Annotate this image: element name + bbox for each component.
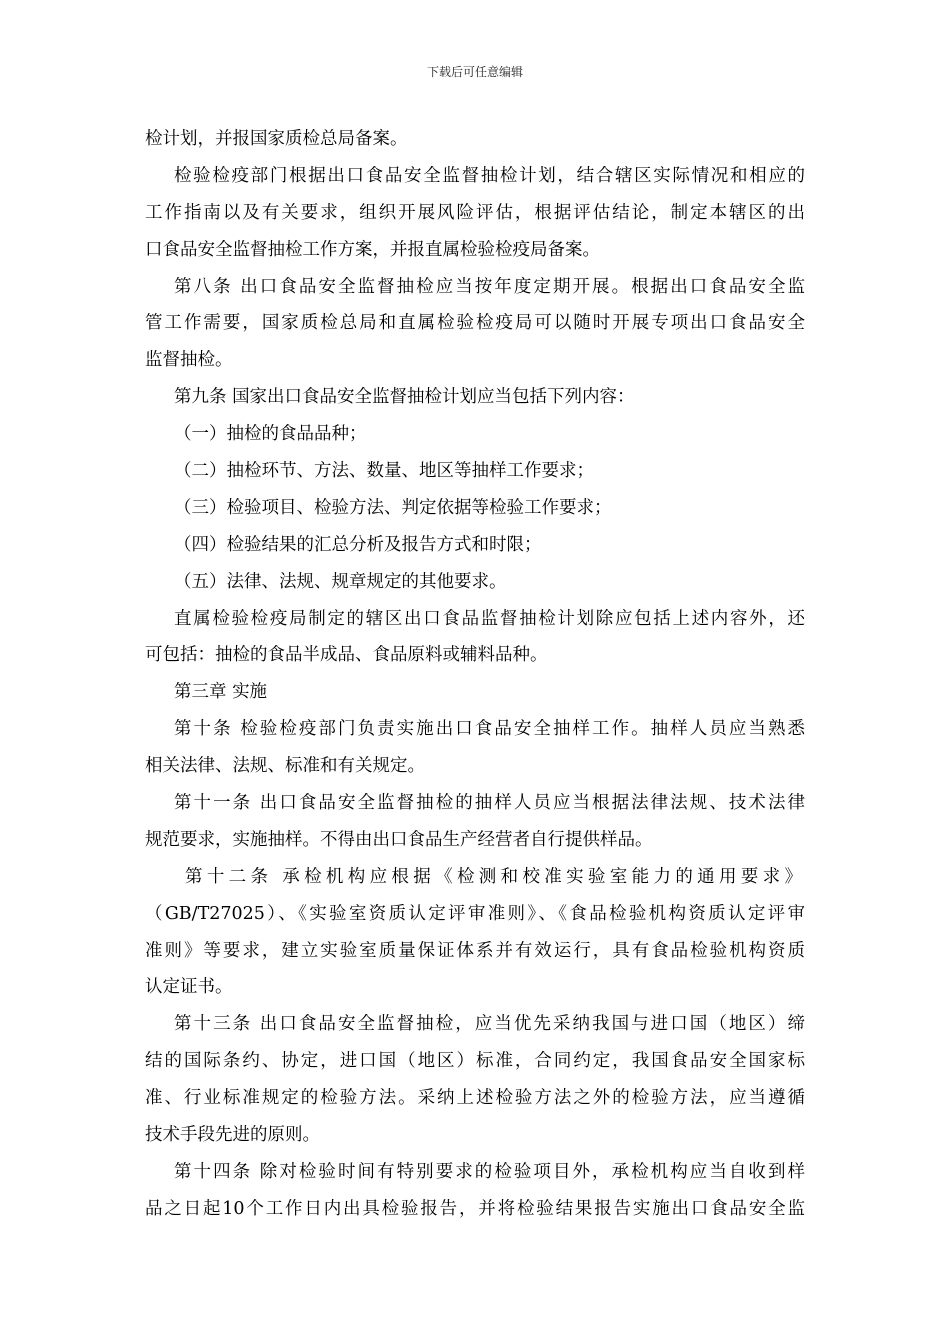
text-line: 直属检验检疫局制定的辖区出口食品监督抽检计划除应包括上述内容外，还 (174, 608, 805, 629)
text-line: 第十一条 出口食品安全监督抽检的抽样人员应当根据法律法规、技术法律 (174, 793, 805, 814)
text-line: 第十四条 除对检验时间有特别要求的检验项目外，承检机构应当自收到样 (174, 1161, 805, 1182)
text-line: 第八条 出口食品安全监督抽检应当按年度定期开展。根据出口食品安全监 (174, 276, 805, 297)
text-line: 品之日起10个工作日内出具检验报告，并将检验结果报告实施出口食品安全监 (145, 1198, 805, 1219)
text-line: 监督抽检。 (145, 350, 233, 371)
list-item: （二）抽检环节、方法、数量、地区等抽样工作要求； (174, 461, 594, 482)
text-line: 准、行业标准规定的检验方法。采纳上述检验方法之外的检验方法，应当遵循 (145, 1088, 805, 1109)
text-line: 规范要求，实施抽样。不得由出口食品生产经营者自行提供样品。 (145, 829, 653, 850)
page-header: 下载后可任意编辑 (426, 65, 523, 79)
text-line: 工作指南以及有关要求，组织开展风险评估，根据评估结论，制定本辖区的出 (145, 202, 805, 223)
text-line: 第十三条 出口食品安全监督抽检，应当优先采纳我国与进口国（地区）缔 (174, 1014, 805, 1035)
text-line: 技术手段先进的原则。 (145, 1125, 320, 1146)
text-line: 第九条 国家出口食品安全监督抽检计划应当包括下列内容： (174, 387, 635, 408)
text-line: 检计划，并报国家质检总局备案。 (145, 129, 408, 149)
chapter-heading: 第三章 实施 (174, 682, 268, 703)
text-line: 结的国际条约、协定，进口国（地区）标准，合同约定，我国食品安全国家标 (145, 1051, 805, 1072)
document-body (145, 121, 805, 1228)
text-line: 第十条 检验检疫部门负责实施出口食品安全抽样工作。抽样人员应当熟悉 (174, 719, 805, 740)
list-item: （一）抽检的食品品种； (174, 424, 367, 445)
text-line: 第十二条 承检机构应根据《检测和校准实验室能力的通用要求》 (185, 866, 805, 887)
text-line: 相关法律、法规、标准和有关规定。 (145, 756, 425, 777)
text-line: 可包括：抽检的食品半成品、食品原料或辅料品种。 (145, 645, 548, 666)
list-item: （三）检验项目、检验方法、判定依据等检验工作要求； (174, 497, 612, 518)
text-line: 检验检疫部门根据出口食品安全监督抽检计划，结合辖区实际情况和相应的 (174, 165, 805, 186)
text-line: 口食品安全监督抽检工作方案，并报直属检验检疫局备案。 (145, 239, 600, 260)
list-item: （五）法律、法规、规章规定的其他要求。 (174, 571, 507, 592)
text-line: 认定证书。 (145, 977, 233, 998)
text-line: （GB/T27025）、《实验室资质认定评审准则》、《食品检验机构资质认定评审 (145, 903, 805, 924)
text-line: 准则》等要求，建立实验室质量保证体系并有效运行，具有食品检验机构资质 (145, 940, 805, 961)
list-item: （四）检验结果的汇总分析及报告方式和时限； (174, 534, 542, 555)
text-line: 管工作需要，国家质检总局和直属检验检疫局可以随时开展专项出口食品安全 (145, 313, 805, 334)
